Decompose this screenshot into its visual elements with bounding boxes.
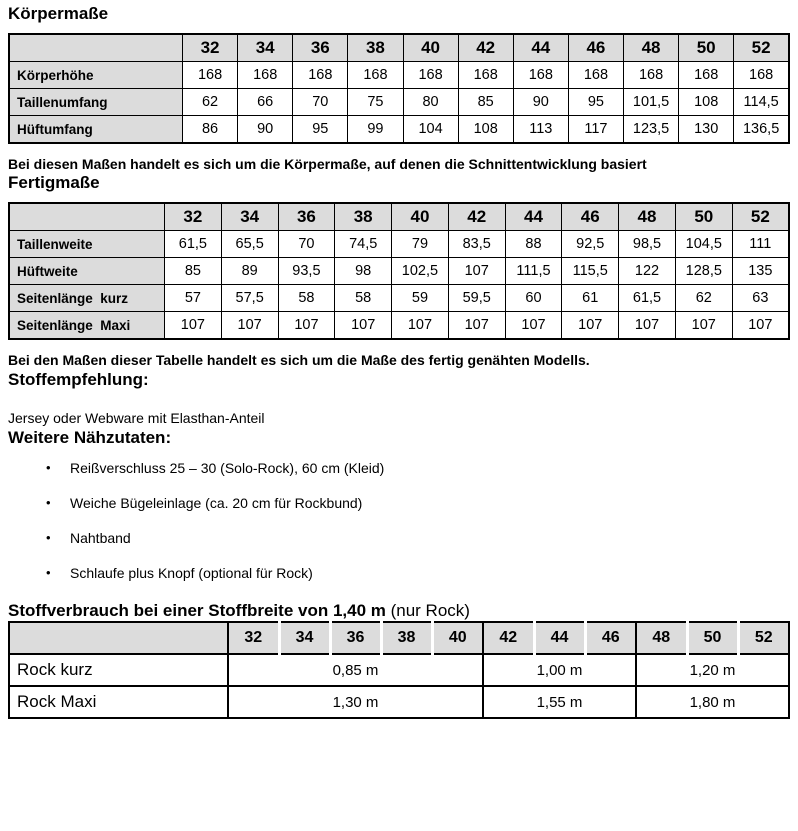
value-cell: 107 [675,312,732,340]
bullet-icon: • [46,460,51,475]
corner-cell [9,34,183,62]
stoffempfehlung-title: Stoffempfehlung: [8,370,149,389]
value-cell: 65,5 [221,231,278,258]
value-cell: 86 [183,116,238,144]
size-header: 44 [534,622,585,654]
section-stoffempfehlung [8,369,790,427]
bullet-icon: • [46,495,51,510]
table-row [9,62,789,89]
row-label: Hüftumfang [9,116,183,144]
section-fertigmasse [8,173,790,369]
value-cell: 122 [619,258,676,285]
value-cell: 83,5 [448,231,505,258]
stoffverbrauch-table [8,621,790,719]
value-cell: 1,20 m [636,654,789,686]
value-cell: 63 [732,285,789,312]
size-header: 36 [278,203,335,231]
value-cell: 107 [732,312,789,340]
size-header: 52 [732,203,789,231]
value-cell: 168 [513,62,568,89]
value-cell: 74,5 [335,231,392,258]
value-cell: 57 [165,285,222,312]
value-cell: 111,5 [505,258,562,285]
value-cell: 168 [348,62,403,89]
header-row [9,34,789,62]
value-cell: 61,5 [165,231,222,258]
row-label: Hüftweite [9,258,165,285]
size-header: 40 [392,203,449,231]
row-label: Seitenlänge kurz [9,285,165,312]
value-cell: 0,85 m [228,654,483,686]
size-header: 46 [568,34,623,62]
corner-cell [9,622,228,654]
size-header: 38 [335,203,392,231]
list-item [8,460,790,477]
koerpermasse-table [8,33,790,144]
row-label: Taillenweite [9,231,165,258]
size-header: 52 [734,34,789,62]
size-header: 50 [687,622,738,654]
value-cell: 90 [238,116,293,144]
table-row [9,258,789,285]
value-cell: 168 [734,62,789,89]
size-header: 44 [505,203,562,231]
value-cell: 107 [448,312,505,340]
value-cell: 101,5 [624,89,679,116]
naehzutaten-title: Weitere Nähzutaten: [8,428,172,447]
value-cell: 111 [732,231,789,258]
table-row [9,89,789,116]
value-cell: 108 [458,116,513,144]
value-cell: 62 [183,89,238,116]
list-item-text: Weiche Bügeleinlage (ca. 20 cm für Rockbund) [70,495,363,511]
value-cell: 62 [675,285,732,312]
corner-cell [9,203,165,231]
bullet-icon: • [46,565,51,580]
fertigmasse-table [8,202,790,340]
value-cell: 61 [562,285,619,312]
value-cell: 59 [392,285,449,312]
value-cell: 107 [278,312,335,340]
value-cell: 85 [458,89,513,116]
value-cell: 75 [348,89,403,116]
size-header: 40 [403,34,458,62]
value-cell: 108 [679,89,734,116]
size-header: 32 [228,622,279,654]
size-header: 48 [619,203,676,231]
value-cell: 107 [335,312,392,340]
value-cell: 107 [562,312,619,340]
list-item-text: Nahtband [70,530,131,546]
row-label: Rock Maxi [9,686,228,718]
fertigmasse-note: Bei den Maßen dieser Tabelle handelt es sich um die Maße des fertig genähten Modells. [8,352,590,368]
value-cell: 168 [679,62,734,89]
value-cell: 130 [679,116,734,144]
value-cell: 136,5 [734,116,789,144]
size-header: 36 [330,622,381,654]
value-cell: 89 [221,258,278,285]
value-cell: 61,5 [619,285,676,312]
table-row [9,312,789,340]
size-header: 34 [221,203,278,231]
value-cell: 135 [732,258,789,285]
size-header: 48 [636,622,687,654]
list-item [8,530,790,547]
size-header: 52 [738,622,789,654]
size-header: 38 [381,622,432,654]
stoffverbrauch-title-bold: Stoffverbrauch bei einer Stoffbreite von 1,40 m [8,601,386,620]
value-cell: 1,55 m [483,686,636,718]
value-cell: 58 [335,285,392,312]
value-cell: 58 [278,285,335,312]
value-cell: 88 [505,231,562,258]
stoffverbrauch-title-suffix: (nur Rock) [385,601,470,620]
list-item [8,565,790,582]
value-cell: 70 [278,231,335,258]
value-cell: 168 [458,62,513,89]
size-header: 44 [513,34,568,62]
section-koerpermasse [8,4,790,173]
value-cell: 85 [165,258,222,285]
value-cell: 168 [183,62,238,89]
value-cell: 95 [568,89,623,116]
header-row [9,622,789,654]
koerpermasse-note: Bei diesen Maßen handelt es sich um die Körpermaße, auf denen die Schnittentwicklung basiert [8,156,647,172]
value-cell: 57,5 [221,285,278,312]
value-cell: 60 [505,285,562,312]
value-cell: 98 [335,258,392,285]
value-cell: 107 [619,312,676,340]
value-cell: 102,5 [392,258,449,285]
stoffverbrauch-title [8,600,790,621]
value-cell: 70 [293,89,348,116]
size-header: 32 [165,203,222,231]
size-header: 42 [458,34,513,62]
list-item-text: Reißverschluss 25 – 30 (Solo-Rock), 60 cm (Kleid) [70,460,385,476]
fertigmasse-title: Fertigmaße [8,173,100,192]
value-cell: 107 [221,312,278,340]
section-naehzutaten [8,427,790,582]
value-cell: 95 [293,116,348,144]
table-row [9,231,789,258]
value-cell: 168 [293,62,348,89]
table-row [9,654,789,686]
value-cell: 98,5 [619,231,676,258]
naehzutaten-list [8,460,790,582]
value-cell: 114,5 [734,89,789,116]
size-header: 38 [348,34,403,62]
value-cell: 66 [238,89,293,116]
size-header: 32 [183,34,238,62]
table-row [9,285,789,312]
value-cell: 107 [448,258,505,285]
size-header: 42 [448,203,505,231]
value-cell: 92,5 [562,231,619,258]
value-cell: 104 [403,116,458,144]
value-cell: 117 [568,116,623,144]
value-cell: 168 [238,62,293,89]
value-cell: 90 [513,89,568,116]
size-header: 46 [585,622,636,654]
stoffempfehlung-text: Jersey oder Webware mit Elasthan-Anteil [8,410,265,426]
value-cell: 93,5 [278,258,335,285]
value-cell: 107 [392,312,449,340]
row-label: Taillenumfang [9,89,183,116]
row-label: Rock kurz [9,654,228,686]
value-cell: 168 [568,62,623,89]
koerpermasse-title: Körpermaße [8,4,109,23]
section-stoffverbrauch [8,600,790,719]
value-cell: 168 [624,62,679,89]
size-header: 50 [679,34,734,62]
value-cell: 128,5 [675,258,732,285]
size-header: 46 [562,203,619,231]
header-row [9,203,789,231]
value-cell: 107 [165,312,222,340]
value-cell: 1,30 m [228,686,483,718]
row-label: Körperhöhe [9,62,183,89]
value-cell: 59,5 [448,285,505,312]
size-header: 34 [238,34,293,62]
size-header: 48 [624,34,679,62]
value-cell: 104,5 [675,231,732,258]
value-cell: 1,00 m [483,654,636,686]
size-header: 40 [432,622,483,654]
row-label: Seitenlänge Maxi [9,312,165,340]
size-header: 42 [483,622,534,654]
value-cell: 99 [348,116,403,144]
value-cell: 1,80 m [636,686,789,718]
value-cell: 123,5 [624,116,679,144]
bullet-icon: • [46,530,51,545]
list-item-text: Schlaufe plus Knopf (optional für Rock) [70,565,313,581]
list-item [8,495,790,512]
value-cell: 107 [505,312,562,340]
table-row [9,116,789,144]
size-header: 34 [279,622,330,654]
value-cell: 115,5 [562,258,619,285]
value-cell: 168 [403,62,458,89]
size-header: 36 [293,34,348,62]
value-cell: 113 [513,116,568,144]
value-cell: 79 [392,231,449,258]
size-header: 50 [675,203,732,231]
table-row [9,686,789,718]
value-cell: 80 [403,89,458,116]
